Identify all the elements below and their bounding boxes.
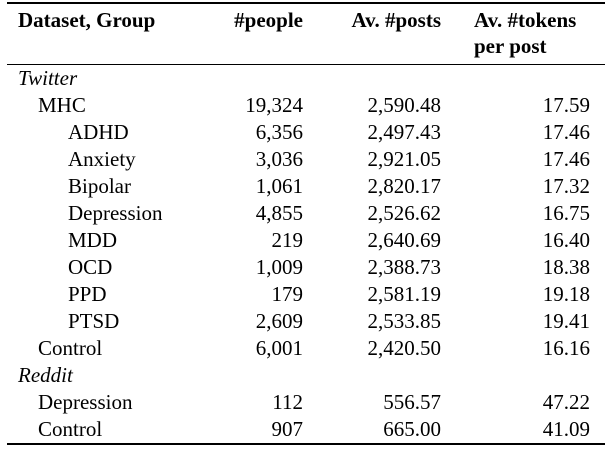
group-cell: ADHD	[68, 120, 129, 144]
posts-cell	[303, 362, 441, 389]
tokens-cell: 17.46	[542, 147, 590, 171]
col-header-av-tokens-line2: per post	[474, 34, 547, 58]
group-cell: Depression	[38, 390, 133, 414]
header-row	[7, 4, 605, 65]
people-cell: 112	[272, 390, 303, 414]
table-row	[7, 308, 605, 335]
tokens-cell: 19.18	[542, 282, 590, 306]
posts-cell: 2,533.85	[367, 309, 441, 333]
tokens-cell: 16.40	[542, 228, 590, 252]
group-cell: Control	[38, 417, 103, 441]
table-row	[7, 335, 605, 362]
table-row	[7, 362, 605, 389]
group-cell: Reddit	[18, 363, 73, 387]
posts-cell: 2,526.62	[367, 201, 441, 225]
table-header	[7, 4, 605, 65]
group-cell: MDD	[68, 228, 118, 252]
group-cell: Depression	[68, 201, 163, 225]
group-cell: OCD	[68, 255, 113, 279]
posts-cell: 2,590.48	[367, 93, 441, 117]
table-body	[7, 65, 605, 443]
posts-cell: 2,420.50	[367, 336, 441, 360]
people-cell: 219	[271, 228, 303, 252]
tokens-cell: 17.32	[542, 174, 590, 198]
tokens-cell: 16.75	[542, 201, 590, 225]
tokens-cell: 18.38	[542, 255, 590, 279]
group-cell: Bipolar	[68, 174, 131, 198]
table-row	[7, 281, 605, 308]
posts-cell: 2,581.19	[367, 282, 441, 306]
people-cell: 3,036	[255, 147, 303, 171]
col-header-av-tokens-lines	[474, 7, 605, 59]
posts-cell: 2,497.43	[367, 120, 441, 144]
posts-cell: 556.57	[383, 390, 441, 414]
posts-cell: 2,388.73	[367, 255, 441, 279]
people-cell: 6,001	[255, 336, 303, 360]
tokens-cell: 19.41	[542, 309, 590, 333]
col-header-av-tokens-per-post	[441, 4, 605, 65]
col-header-av-tokens-line1: Av. #tokens	[474, 8, 577, 32]
tokens-cell	[441, 362, 605, 389]
tokens-cell: 16.16	[542, 336, 590, 360]
tokens-cell: 17.59	[542, 93, 590, 117]
people-cell	[213, 362, 303, 389]
col-header-people: #people	[213, 4, 303, 65]
group-cell: MHC	[38, 93, 86, 117]
tokens-cell: 17.46	[542, 120, 590, 144]
people-cell: 179	[271, 282, 303, 306]
people-cell: 19,324	[245, 93, 303, 117]
group-cell: PTSD	[68, 309, 120, 333]
table-row	[7, 119, 605, 146]
table-row	[7, 146, 605, 173]
posts-cell: 665.00	[383, 417, 441, 441]
tokens-cell: 47.22	[542, 390, 590, 414]
table-row	[7, 254, 605, 281]
table-row	[7, 92, 605, 119]
table-row	[7, 227, 605, 254]
table-row	[7, 65, 605, 92]
people-cell: 2,609	[255, 309, 303, 333]
posts-cell: 2,921.05	[367, 147, 441, 171]
col-header-av-posts: Av. #posts	[303, 4, 441, 65]
col-header-dataset-group: Dataset, Group	[7, 4, 213, 65]
people-cell	[213, 65, 303, 92]
group-cell: Twitter	[18, 66, 78, 90]
people-cell: 1,061	[255, 174, 303, 198]
table-row	[7, 416, 605, 443]
group-cell: Anxiety	[68, 147, 136, 171]
people-cell: 4,855	[255, 201, 303, 225]
posts-cell: 2,820.17	[367, 174, 441, 198]
posts-cell: 2,640.69	[367, 228, 441, 252]
table-row	[7, 173, 605, 200]
tokens-cell: 41.09	[542, 417, 590, 441]
people-cell: 1,009	[255, 255, 303, 279]
people-cell: 6,356	[255, 120, 303, 144]
dataset-statistics-table	[7, 2, 605, 445]
table-row	[7, 200, 605, 227]
group-cell: PPD	[68, 282, 107, 306]
tokens-cell	[441, 65, 605, 92]
group-cell: Control	[38, 336, 103, 360]
people-cell: 907	[271, 417, 303, 441]
posts-cell	[303, 65, 441, 92]
table-row	[7, 389, 605, 416]
